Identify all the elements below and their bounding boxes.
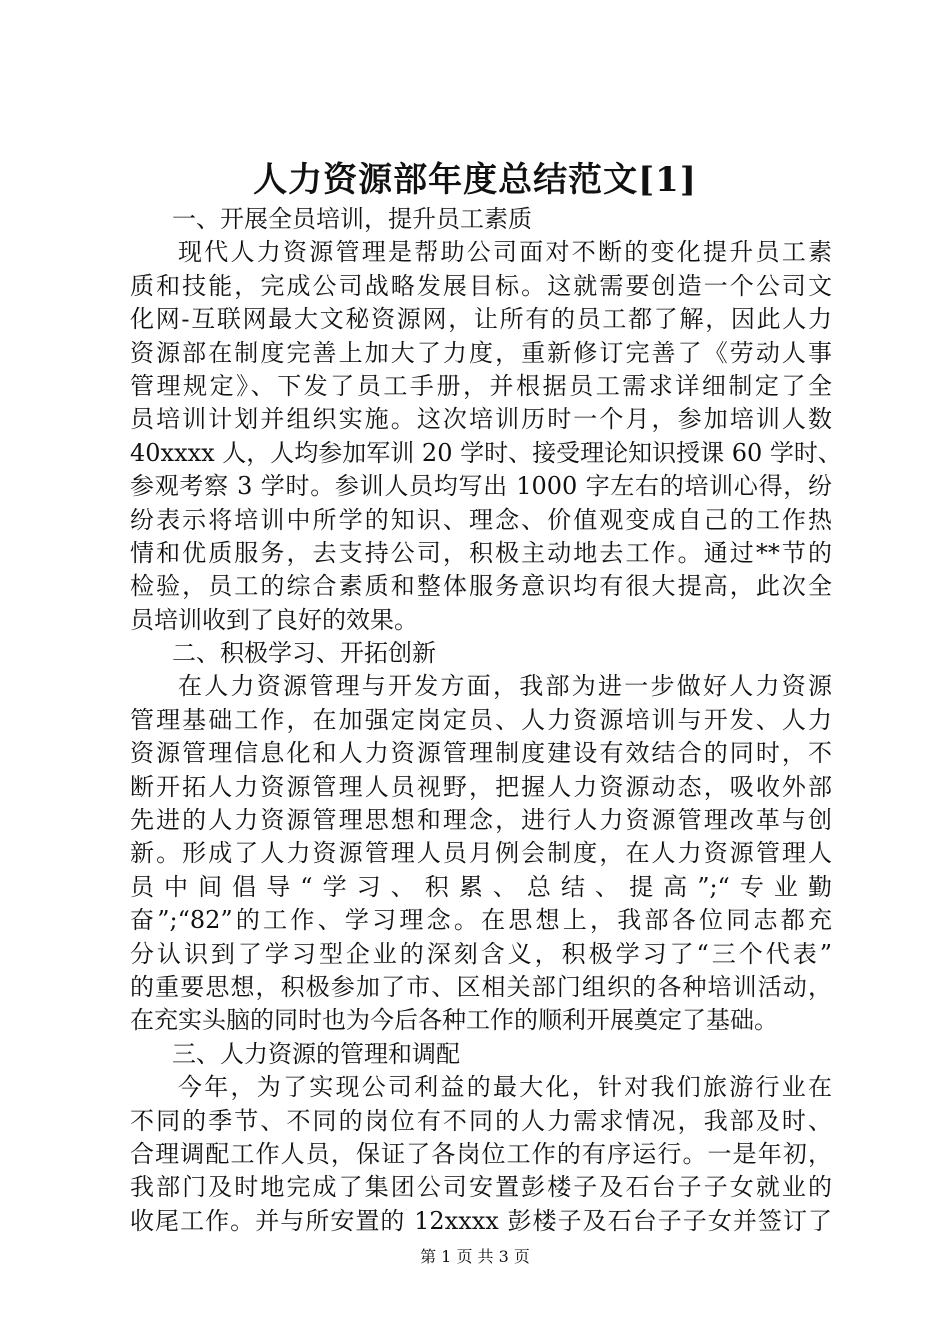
paragraph-line: 收尾工作。并与所安置的 12xxxx 彭楼子及石台子子女并签订了 [130,1206,832,1235]
paragraph-line: 纷表示将培训中所学的知识、理念、价值观变成自己的工作热 [130,505,832,534]
paragraph-line: 资源部在制度完善上加大了力度，重新修订完善了《劳动人事 [130,338,832,367]
paragraph-line: 不同的季节、不同的岗位有不同的人力需求情况，我部及时、 [130,1106,832,1135]
paragraph-line: 断开拓人力资源管理人员视野，把握人力资源动态，吸收外部 [130,772,832,801]
section-heading: 一、开展全员培训，提升员工素质 [172,205,532,233]
paragraph-line: 新。形成了人力资源管理人员月例会制度，在人力资源管理人 [130,839,832,868]
paragraph-line: 质和技能，完成公司战略发展目标。这就需要创造一个公司文 [130,271,832,300]
paragraph-line: 今年，为了实现公司利益的最大化，针对我们旅游行业在 [178,1073,832,1102]
page-footer: 第 1 页 共 3 页 [420,1247,530,1266]
document-body [130,203,842,1238]
section-heading: 二、积极学习、开拓创新 [172,639,436,668]
paragraph-line: 我部门及时地完成了集团公司安置彭楼子及石台子子女就业的 [130,1173,832,1202]
document-title: 人力资源部年度总结范文[1] [253,160,697,200]
paragraph-line: 化网-互联网最大文秘资源网，让所有的员工都了解，因此人力 [130,305,832,334]
paragraph-line: 在人力资源管理与开发方面，我部为进一步做好人力资源 [178,672,832,701]
paragraph-line: 员中间倡导“学习、积累、总结、提高”;“专业勤 [130,872,832,901]
paragraph-line: 检验，员工的综合素质和整体服务意识均有很大提高，此次全 [130,572,832,601]
paragraph-line: 先进的人力资源管理思想和理念，进行人力资源管理改革与创 [130,806,832,835]
paragraph-line: 奋”;“82”的工作、学习理念。在思想上，我部各位同志都充 [130,906,832,935]
paragraph-line: 参观考察 3 学时。参训人员均写出 1000 字左右的培训心得，纷 [130,472,832,501]
paragraph-line: 在充实头脑的同时也为今后各种工作的顺利开展奠定了基础。 [130,1006,778,1035]
paragraph-line: 的重要思想，积极参加了市、区相关部门组织的各种培训活动， [130,972,832,1001]
paragraph-line: 员培训计划并组织实施。这次培训历时一个月，参加培训人数 [130,405,832,434]
paragraph-line: 员培训收到了良好的效果。 [130,605,418,634]
paragraph-line: 分认识到了学习型企业的深刻含义，积极学习了“三个代表” [130,939,832,968]
paragraph-line: 合理调配工作人员，保证了各岗位工作的有序运行。一是年初， [130,1139,832,1168]
paragraph-line: 40xxxx 人，人均参加军训 20 学时、接受理论知识授课 60 学时、 [130,438,842,467]
section-heading: 三、人力资源的管理和调配 [172,1039,460,1068]
paragraph-line: 情和优质服务，去支持公司，积极主动地去工作。通过**节的 [130,538,832,567]
paragraph-line: 管理基础工作，在加强定岗定员、人力资源培训与开发、人力 [130,705,832,734]
paragraph-line: 资源管理信息化和人力资源管理制度建设有效结合的同时，不 [130,739,832,768]
paragraph-line: 现代人力资源管理是帮助公司面对不断的变化提升员工素 [178,238,832,267]
paragraph-line: 管理规定》、下发了员工手册，并根据员工需求详细制定了全 [130,371,832,400]
